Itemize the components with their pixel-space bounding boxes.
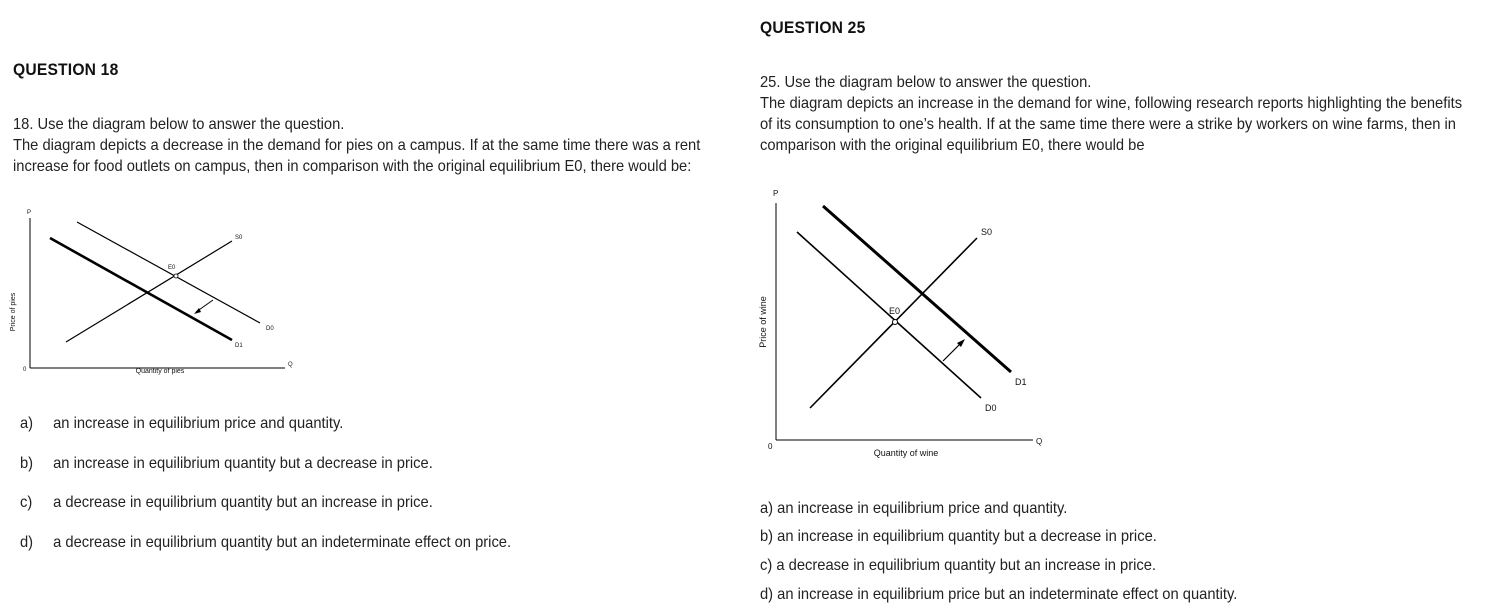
- q25-option-a[interactable]: a) an increase in equilibrium price and quantity.: [760, 500, 1068, 517]
- q25-supply-demand-diagram: [755, 185, 1055, 465]
- q25-equilibrium-e0-point: [893, 320, 898, 325]
- q25-x-axis-title: Quantity of wine: [873, 448, 939, 458]
- q18-x-axis-title: Quantity of pies: [135, 368, 185, 375]
- q18-d0-label: D0: [266, 326, 274, 332]
- q18-e0-label: E0: [168, 265, 176, 271]
- q18-option-a[interactable]: [20, 415, 343, 433]
- q25-line: 25. Use the diagram below to answer the question.: [760, 74, 1092, 91]
- q25-d1-label: D1: [1015, 377, 1027, 387]
- q25-option-c[interactable]: c) a decrease in equilibrium quantity but an increase in price.: [760, 557, 1157, 574]
- q25-option-b[interactable]: b) an increase in equilibrium quantity but a decrease in price.: [760, 528, 1157, 545]
- q18-origin-label: 0: [23, 367, 27, 373]
- q18-y-axis-title: Price of pies: [10, 292, 17, 332]
- q18-option-text: an increase in equilibrium price and quantity.: [53, 415, 344, 432]
- q18-p-label: P: [27, 210, 32, 216]
- q25-y-axis-title: Price of wine: [758, 296, 768, 348]
- q18-line: The diagram depicts a decrease in the demand for pies on a campus. If at the same time there was a rent: [13, 137, 701, 154]
- q18-option-text: a decrease in equilibrium quantity but an indeterminate effect on price.: [53, 534, 512, 551]
- q18-option-letter: d): [20, 534, 34, 551]
- q25-s0-label: S0: [981, 227, 993, 237]
- q18-line: increase for food outlets on campus, then in comparison with the original equilibrium E0, there would be:: [13, 158, 692, 175]
- q18-option-letter: b): [20, 455, 34, 472]
- q18-s0-label: S0: [235, 235, 243, 241]
- q18-supply-demand-diagram: [0, 200, 310, 385]
- q25-option-d[interactable]: d) an increase in equilibrium price but an indeterminate effect on quantity.: [760, 586, 1238, 603]
- q25-e0-label: E0: [889, 306, 901, 316]
- q25-p-label: P: [773, 189, 779, 198]
- q25-line: of its consumption to one’s health. If at the same time there were a strike by workers on wine farms, then in: [760, 116, 1456, 133]
- q18-option-b[interactable]: [20, 455, 433, 473]
- q18-d1-label: D1: [235, 343, 243, 349]
- q18-equilibrium-e0-point: [174, 274, 178, 278]
- q18-question-text: [13, 114, 700, 177]
- q18-q-label: Q: [288, 362, 293, 368]
- q25-d0-label: D0: [985, 403, 997, 413]
- q18-option-text: an increase in equilibrium quantity but a decrease in price.: [53, 455, 433, 472]
- q18-option-letter: c): [20, 494, 33, 511]
- q25-heading: QUESTION 25: [760, 18, 866, 37]
- q18-option-letter: a): [20, 415, 34, 432]
- q18-heading: QUESTION 18: [13, 60, 119, 79]
- q18-option-c[interactable]: [20, 494, 433, 512]
- q18-demand-d1-line: [50, 238, 232, 340]
- q25-line: The diagram depicts an increase in the demand for wine, following research reports highlighting the benefits: [760, 95, 1463, 112]
- q25-question-text: [760, 72, 1462, 156]
- q25-origin-label: 0: [768, 442, 773, 451]
- q25-q-label: Q: [1036, 437, 1043, 446]
- q18-demand-d0-line: [77, 222, 260, 323]
- q18-option-text: a decrease in equilibrium quantity but an increase in price.: [53, 494, 433, 511]
- q18-line: 18. Use the diagram below to answer the question.: [13, 116, 345, 133]
- q25-line: comparison with the original equilibrium E0, there would be: [760, 137, 1145, 154]
- q18-option-d[interactable]: [20, 534, 511, 552]
